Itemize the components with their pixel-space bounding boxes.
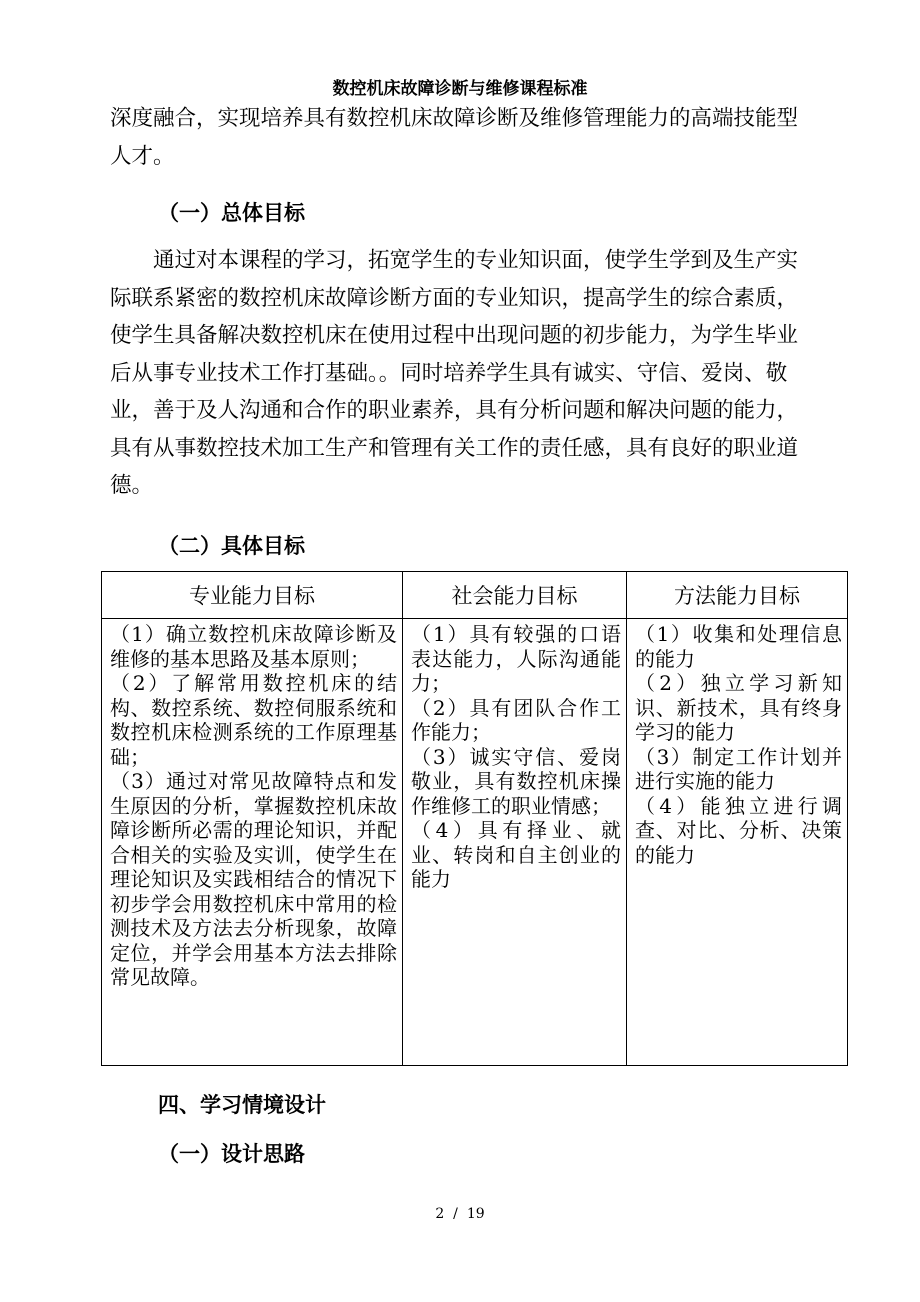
goals-table-header-row: [102, 572, 848, 619]
page-header-title: 数控机床故障诊断与维修课程标准: [332, 79, 588, 99]
total-pages: 19: [466, 1206, 485, 1222]
goals-table-body-row: [102, 619, 848, 1066]
professional-goal-item: （2）了解常用数控机床的结构、数控系统、数控伺服系统和数控机床检测系统的工作原理基础；: [110, 671, 397, 769]
social-goals-cell: [403, 619, 627, 1066]
heading-specific-goals: （二）具体目标: [158, 534, 305, 558]
professional-goal-item: （3）通过对常见故障特点和发生原因的分析，掌握数控机床故障诊断所必需的理论知识，并配合相关的实验及实训，使学生在理论知识及实践相结合的情况下初步学会用数控机床中常用的检测技术及方法去分析现象，故障定位，并学会用基本方法去排除常见故障。: [110, 769, 397, 989]
heading-design-approach: （一）设计思路: [158, 1142, 305, 1166]
method-goal-item: （1）收集和处理信息的能力: [635, 622, 842, 671]
professional-goal-item: （1）确立数控机床故障诊断及维修的基本思路及基本原则；: [110, 622, 397, 671]
heading-overall-goals: （一）总体目标: [158, 201, 305, 225]
social-goal-item: （4）具有择业、就业、转岗和自主创业的能力: [411, 818, 621, 891]
header-method-goals: 方法能力目标: [627, 572, 848, 619]
overall-goals-paragraph: 通过对本课程的学习，拓宽学生的专业知识面，使学生学到及生产实际联系紧密的数控机床故障诊断方面的专业知识，提高学生的综合素质，使学生具备解决数控机床在使用过程中出现问题的初步能力，为学生毕业后从事专业技术工作打基础。。同时培养学生具有诚实、守信、爱岗、敬业，善于及人沟通和合作的职业素养，具有分析问题和解决问题的能力，具有从事数控技术加工生产和管理有关工作的责任感，具有良好的职业道德。: [110, 248, 799, 498]
intro-paragraph: 深度融合，实现培养具有数控机床故障诊断及维修管理能力的高端技能型人才。: [110, 106, 799, 169]
social-goal-item: （1）具有较强的口语表达能力，人际沟通能力；: [411, 622, 621, 695]
page-number: [0, 1206, 920, 1222]
method-goal-item: （2）独立学习新知识、新技术，具有终身学习的能力: [635, 671, 842, 744]
current-page: 2: [435, 1206, 445, 1222]
page-separator: /: [448, 1206, 463, 1222]
professional-goals-cell: [102, 619, 403, 1066]
header-professional-goals: 专业能力目标: [102, 572, 403, 619]
heading-section-four: 四、学习情境设计: [158, 1093, 326, 1117]
method-goals-cell: [627, 619, 848, 1066]
method-goal-item: （3）制定工作计划并进行实施的能力: [635, 744, 842, 793]
goals-table: [101, 571, 848, 1066]
social-goal-item: （2）具有团队合作工作能力；: [411, 695, 621, 744]
method-goal-item: （4）能独立进行调查、对比、分析、决策的能力: [635, 793, 842, 867]
social-goal-item: （3）诚实守信、爱岗敬业，具有数控机床操作维修工的职业情感；: [411, 744, 621, 818]
header-social-goals: 社会能力目标: [403, 572, 627, 619]
